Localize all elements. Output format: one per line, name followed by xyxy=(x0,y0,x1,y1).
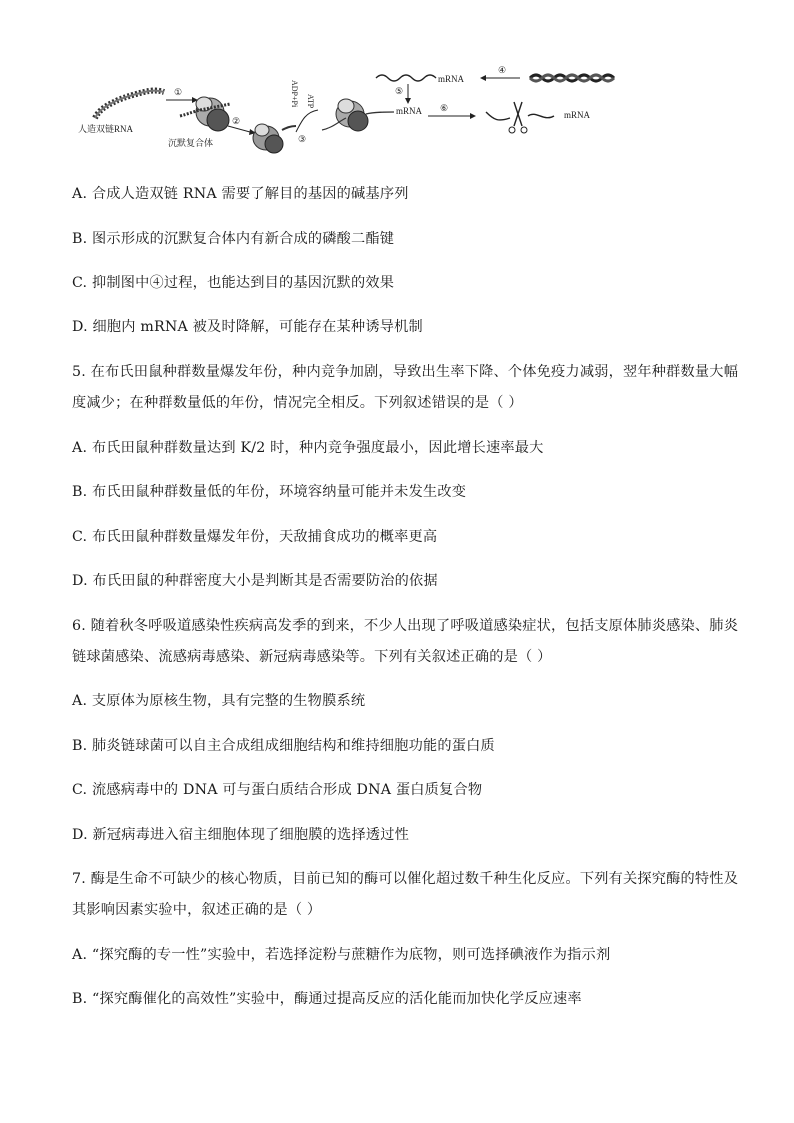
q5-option-d: D. 布氏田鼠的种群密度大小是判断其是否需要防治的依据 xyxy=(72,573,438,589)
q5-option-b: B. 布氏田鼠种群数量低的年份，环境容纳量可能并未发生改变 xyxy=(72,484,467,500)
q6-stem-line-2: 链球菌感染、流感病毒感染、新冠病毒感染等。下列有关叙述正确的是（ ） xyxy=(72,649,552,665)
silencing-complex-icon xyxy=(180,97,230,131)
q7-stem-line-1: 7. 酶是生命不可缺少的核心物质，目前已知的酶可以催化超过数千种生化反应。下列有关探究酶的特性及 xyxy=(72,871,739,887)
q4-option-d: D. 细胞内 mRNA 被及时降解，可能存在某种诱导机制 xyxy=(72,319,423,335)
rna-silencing-diagram xyxy=(70,60,630,160)
q5-stem-line-2: 度减少；在种群数量低的年份，情况完全相反。下列叙述错误的是（ ） xyxy=(72,395,523,411)
q6-option-c: C. 流感病毒中的 DNA 可与蛋白质结合形成 DNA 蛋白质复合物 xyxy=(72,782,483,798)
label-atp: ATP xyxy=(306,94,315,109)
step-5: ⑤ xyxy=(395,86,404,96)
q4-option-c: C. 抑制图中④过程，也能达到目的基因沉默的效果 xyxy=(72,275,395,291)
q6-option-d: D. 新冠病毒进入宿主细胞体现了细胞膜的选择透过性 xyxy=(72,827,410,843)
q5-option-c: C. 布氏田鼠种群数量爆发年份，天敌捕食成功的概率更高 xyxy=(72,529,438,545)
q4-option-a: A. 合成人造双链 RNA 需要了解目的基因的碱基序列 xyxy=(72,186,409,202)
step-3: ③ xyxy=(298,134,307,144)
silencing-complex-2-icon xyxy=(253,124,296,153)
q6-option-a: A. 支原体为原核生物，具有完整的生物膜系统 xyxy=(72,693,366,709)
q5-option-a: A. 布氏田鼠种群数量达到 K/2 时，种内竞争强度最小，因此增长速率最大 xyxy=(72,440,544,456)
q7-stem-line-2: 其影响因素实验中，叙述正确的是（ ） xyxy=(72,902,322,918)
dna-helix-icon xyxy=(530,75,614,81)
label-complex: 沉默复合体 xyxy=(168,138,214,148)
step-2: ② xyxy=(232,116,241,126)
label-mrna-right: mRNA xyxy=(564,110,591,120)
label-dsrna: 人造双链RNA xyxy=(78,124,134,134)
q4-option-b: B. 图示形成的沉默复合体内有新合成的磷酸二酯键 xyxy=(72,231,395,247)
label-mrna-mid: mRNA xyxy=(396,106,423,116)
step-4: ④ xyxy=(498,65,507,75)
step-1: ① xyxy=(174,87,183,97)
label-adp: ADP+Pi xyxy=(290,80,299,108)
dsrna-coil-icon xyxy=(95,91,164,119)
q5-stem-line-1: 5. 在布氏田鼠种群数量爆发年份，种内竞争加剧，导致出生率下降、个体免疫力减弱，翌年种群数量大幅 xyxy=(72,364,739,380)
scissors-icon xyxy=(486,102,554,133)
q6-option-b: B. 肺炎链球菌可以自主合成组成细胞结构和维持细胞功能的蛋白质 xyxy=(72,738,495,754)
silencing-complex-3-icon xyxy=(322,99,394,131)
label-mrna-top: mRNA xyxy=(438,74,465,84)
q7-option-b: B. “探究酶催化的高效性”实验中，酶通过提高反应的活化能而加快化学反应速率 xyxy=(72,991,582,1007)
q7-option-a: A. “探究酶的专一性”实验中，若选择淀粉与蔗糖作为底物，则可选择碘液作为指示剂 xyxy=(72,947,611,963)
step-6: ⑥ xyxy=(440,103,449,113)
q6-stem-line-1: 6. 随着秋冬呼吸道感染性疾病高发季的到来，不少人出现了呼吸道感染症状，包括支原体肺炎感染、肺炎 xyxy=(72,618,739,634)
